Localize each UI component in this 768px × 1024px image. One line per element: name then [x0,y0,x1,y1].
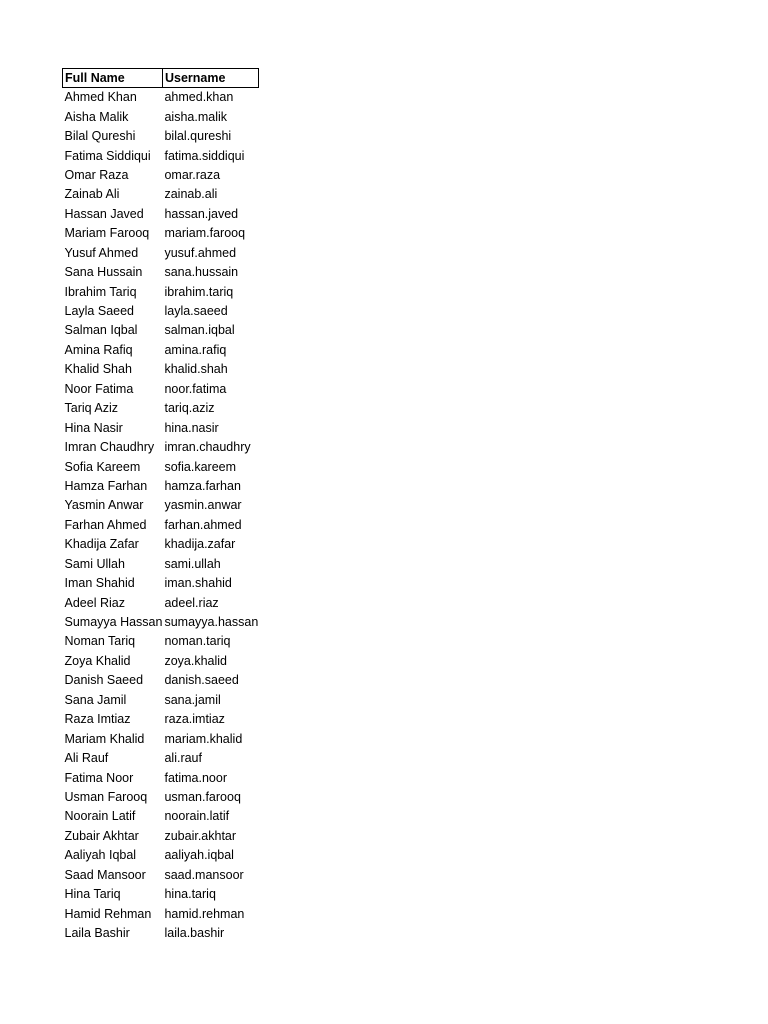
full-name-cell[interactable]: Aisha Malik [64,109,129,124]
spreadsheet [62,68,259,943]
table-row [63,574,259,593]
full-name-cell[interactable]: Noor Fatima [64,381,134,396]
table-row [63,380,259,399]
full-name-cell[interactable]: Sana Jamil [64,692,127,707]
username-cell[interactable]: mariam.khalid [164,731,243,746]
full-name-cell[interactable]: Sofia Kareem [64,459,141,474]
full-name-cell[interactable]: Mariam Khalid [64,731,145,746]
username-cell[interactable]: tariq.aziz [164,401,215,416]
full-name-cell[interactable]: Mariam Farooq [64,226,150,241]
username-cell[interactable]: khadija.zafar [164,537,236,552]
username-cell[interactable]: zubair.akhtar [164,828,237,843]
table-row [63,282,259,301]
username-cell[interactable]: saad.mansoor [164,867,244,882]
username-cell[interactable]: hassan.javed [164,206,239,221]
full-name-cell[interactable]: Hina Tariq [64,887,121,902]
table-row [63,807,259,826]
username-cell[interactable]: noor.fatima [164,381,227,396]
full-name-cell[interactable]: Noorain Latif [64,809,136,824]
username-cell[interactable]: fatima.noor [164,770,227,785]
full-name-cell[interactable]: Sumayya Hassan [64,615,163,630]
username-cell[interactable]: aisha.malik [164,109,227,124]
full-name-cell[interactable]: Ibrahim Tariq [64,284,137,299]
username-cell[interactable]: sana.hussain [164,265,239,280]
username-cell[interactable]: ali.rauf [164,751,202,766]
table-row [63,691,259,710]
full-name-cell[interactable]: Usman Farooq [64,789,148,804]
table-body [63,88,259,944]
table-row [63,827,259,846]
table-row [63,885,259,904]
full-name-cell[interactable]: Amina Rafiq [64,342,133,357]
table-row [63,904,259,923]
username-cell[interactable]: noorain.latif [164,809,230,824]
table-row [63,846,259,865]
full-name-cell[interactable]: Laila Bashir [64,926,130,941]
username-cell[interactable]: sumayya.hassan [164,615,259,630]
table-row [63,302,259,321]
full-name-cell[interactable]: Ali Rauf [64,751,109,766]
table-row [63,749,259,768]
table-row [63,671,259,690]
username-cell[interactable]: yusuf.ahmed [164,245,237,260]
full-name-cell[interactable]: Bilal Qureshi [64,129,136,144]
table-row [63,360,259,379]
full-name-cell[interactable]: Iman Shahid [64,576,135,591]
table-row [63,244,259,263]
username-cell[interactable]: noman.tariq [164,634,231,649]
table-row [63,516,259,535]
table-row [63,788,259,807]
full-name-cell[interactable]: Hamid Rehman [64,906,152,921]
username-cell[interactable]: hamza.farhan [164,478,241,493]
full-name-cell[interactable]: Ahmed Khan [64,90,137,105]
username-cell[interactable]: hina.tariq [164,887,216,902]
table-row [63,555,259,574]
table-row [63,146,259,165]
username-cell[interactable]: layla.saeed [164,304,228,319]
full-name-cell[interactable]: Salman Iqbal [64,323,138,338]
full-name-cell[interactable]: Farhan Ahmed [64,517,147,532]
full-name-cell[interactable]: Yusuf Ahmed [64,245,139,260]
username-cell[interactable]: adeel.riaz [164,595,219,610]
table-row [63,224,259,243]
username-cell[interactable]: zainab.ali [164,187,218,202]
full-name-cell[interactable]: Saad Mansoor [64,867,146,882]
full-name-cell[interactable]: Layla Saeed [64,304,135,319]
full-name-cell[interactable]: Hina Nasir [64,420,123,435]
full-name-cell[interactable]: Sana Hussain [64,265,143,280]
username-cell[interactable]: ahmed.khan [164,90,234,105]
full-name-cell[interactable]: Imran Chaudhry [64,440,155,455]
table-row [63,127,259,146]
full-name-cell[interactable]: Aaliyah Iqbal [64,848,137,863]
full-name-cell[interactable]: Zoya Khalid [64,653,131,668]
full-name-cell[interactable]: Fatima Noor [64,770,134,785]
full-name-cell[interactable]: Zubair Akhtar [64,828,139,843]
table-row [63,477,259,496]
table-row [63,652,259,671]
table-row [63,205,259,224]
table-row [63,457,259,476]
table-row [63,710,259,729]
table-row [63,185,259,204]
full-name-cell[interactable]: Sami Ullah [64,556,125,571]
full-name-cell[interactable]: Danish Saeed [64,673,144,688]
table-row [63,613,259,632]
username-cell[interactable]: laila.bashir [164,926,225,941]
table-row [63,632,259,651]
table-row [63,924,259,943]
full-name-cell[interactable]: Tariq Aziz [64,401,118,416]
username-cell[interactable]: amina.rafiq [164,342,227,357]
username-cell[interactable]: yasmin.anwar [164,498,242,513]
header-full-name[interactable]: Full Name [63,69,163,88]
full-name-cell[interactable]: Fatima Siddiqui [64,148,151,163]
table-row [63,496,259,515]
username-cell[interactable]: omar.raza [164,167,221,182]
table-row [63,88,259,108]
full-name-cell[interactable]: Noman Tariq [64,634,136,649]
full-name-cell[interactable]: Adeel Riaz [64,595,125,610]
username-cell[interactable]: iman.shahid [164,576,232,591]
username-cell[interactable]: farhan.ahmed [164,517,242,532]
table-row [63,866,259,885]
table-row [63,418,259,437]
table-row [63,166,259,185]
table-row [63,768,259,787]
table-row [63,729,259,748]
username-cell[interactable]: sofia.kareem [164,459,237,474]
username-cell[interactable]: hamid.rehman [164,906,245,921]
username-cell[interactable]: mariam.farooq [164,226,246,241]
username-cell[interactable]: danish.saeed [164,673,239,688]
table-row [63,263,259,282]
table-row [63,107,259,126]
table-row [63,321,259,340]
full-name-cell[interactable]: Raza Imtiaz [64,712,131,727]
username-cell[interactable]: aaliyah.iqbal [164,848,234,863]
username-cell[interactable]: raza.imtiaz [164,712,225,727]
username-cell[interactable]: sana.jamil [164,692,221,707]
header-row [63,69,259,88]
full-name-cell[interactable]: Hassan Javed [64,206,144,221]
username-cell[interactable]: hina.nasir [164,420,219,435]
table-row [63,535,259,554]
username-cell[interactable]: bilal.qureshi [164,129,232,144]
user-table [62,68,259,943]
full-name-cell[interactable]: Khadija Zafar [64,537,139,552]
username-cell[interactable]: usman.farooq [164,789,241,804]
username-cell[interactable]: salman.iqbal [164,323,235,338]
username-cell[interactable]: imran.chaudhry [164,440,251,455]
full-name-cell[interactable]: Yasmin Anwar [64,498,144,513]
full-name-cell[interactable]: Omar Raza [64,167,129,182]
table-row [63,593,259,612]
table-row [63,438,259,457]
table-row [63,341,259,360]
header-username[interactable]: Username [162,69,258,88]
full-name-cell[interactable]: Khalid Shah [64,362,132,377]
username-cell[interactable]: ibrahim.tariq [164,284,234,299]
username-cell[interactable]: fatima.siddiqui [164,148,245,163]
full-name-cell[interactable]: Hamza Farhan [64,478,148,493]
username-cell[interactable]: zoya.khalid [164,653,228,668]
username-cell[interactable]: khalid.shah [164,362,228,377]
full-name-cell[interactable]: Zainab Ali [64,187,120,202]
table-row [63,399,259,418]
username-cell[interactable]: sami.ullah [164,556,221,571]
